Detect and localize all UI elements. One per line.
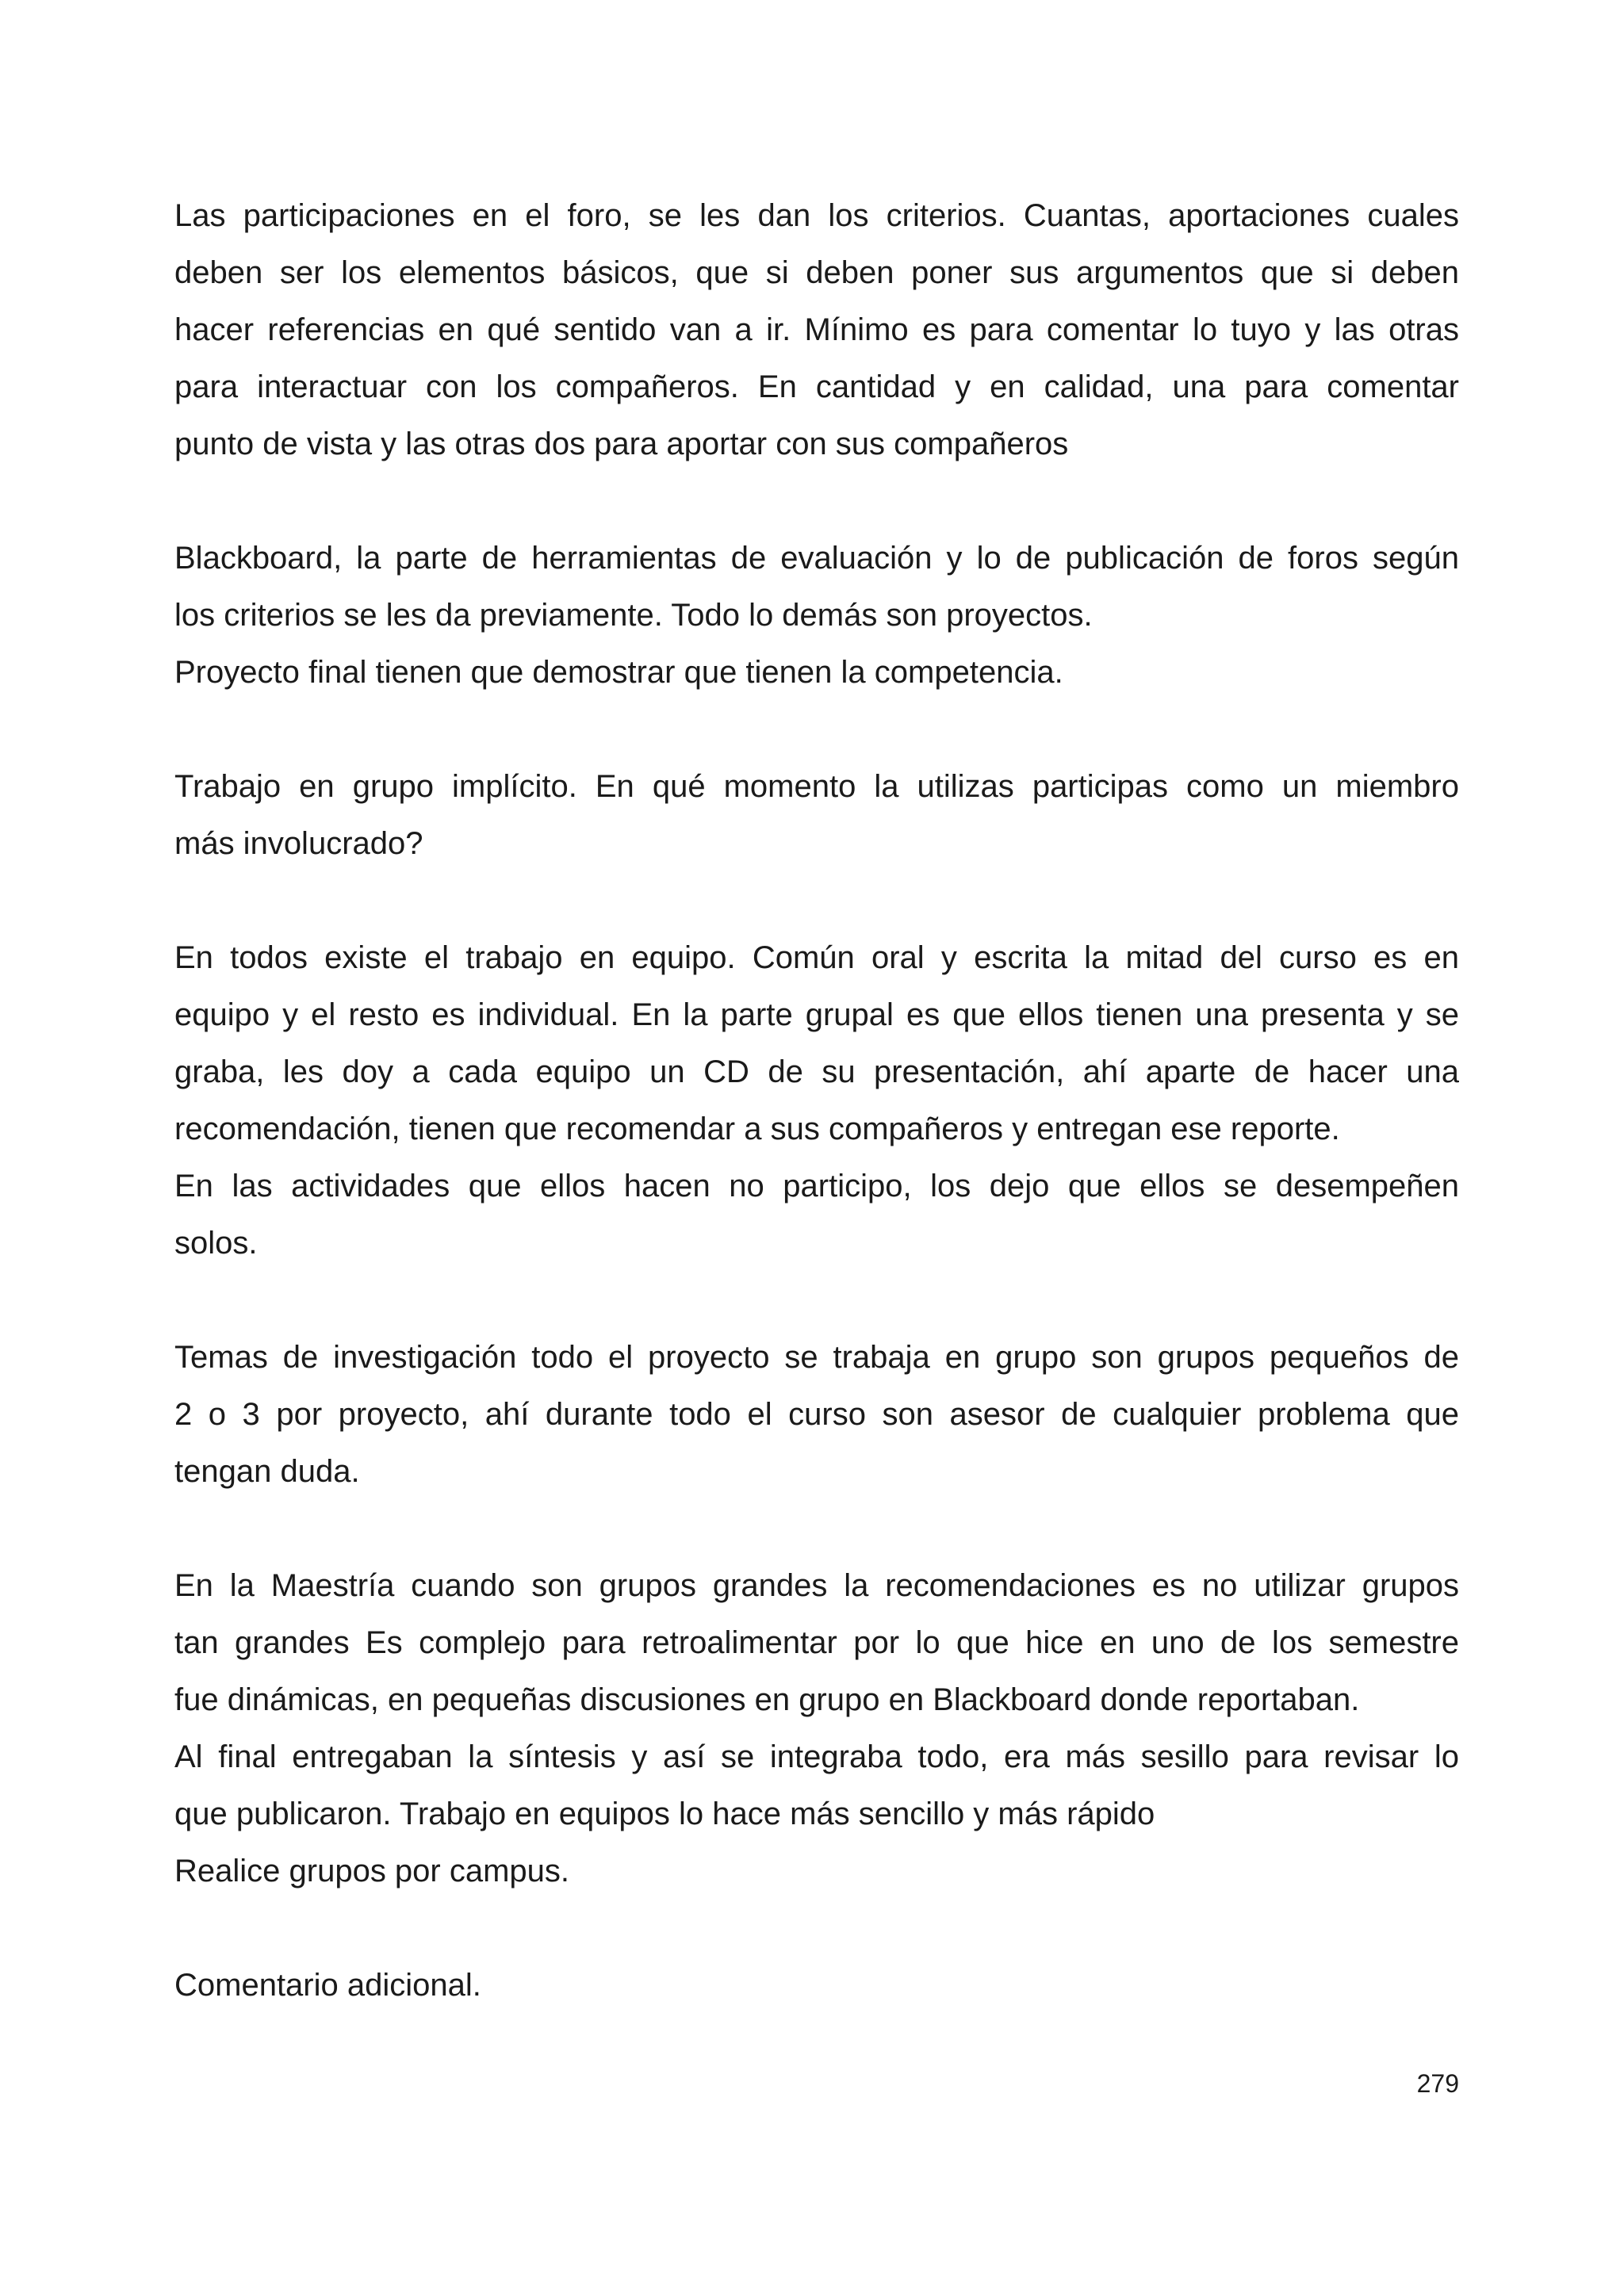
paragraph-1 — [174, 187, 1459, 473]
text-line: solos. — [174, 1226, 258, 1261]
text-line: En la Maestría cuando son grupos grandes la recomendaciones es no utilizar grupos — [174, 1568, 1459, 1603]
page-number: 279 — [1416, 2069, 1459, 2098]
text-line: Proyecto final tienen que demostrar que tienen la competencia. — [174, 655, 1063, 690]
paragraph-5 — [174, 1329, 1459, 1500]
text-line: más involucrado? — [174, 826, 423, 861]
text-line: equipo y el resto es individual. En la parte grupal es que ellos tienen una presenta y se — [174, 997, 1459, 1032]
document-body — [174, 187, 1459, 2071]
text-line: tengan duda. — [174, 1454, 360, 1489]
text-line: recomendación, tienen que recomendar a sus compañeros y entregan ese reporte. — [174, 1112, 1340, 1146]
text-line: En las actividades que ellos hacen no participo, los dejo que ellos se desempeñen — [174, 1169, 1459, 1203]
text-line: En todos existe el trabajo en equipo. Común oral y escrita la mitad del curso es en — [174, 940, 1459, 975]
text-line: fue dinámicas, en pequeñas discusiones en grupo en Blackboard donde reportaban. — [174, 1682, 1360, 1717]
text-line: Al final entregaban la síntesis y así se integraba todo, era más sesillo para revisar lo — [174, 1739, 1459, 1774]
text-line: Comentario adicional. — [174, 1968, 481, 2003]
text-line: Temas de investigación todo el proyecto se trabaja en grupo son grupos pequeños de — [174, 1340, 1459, 1375]
paragraph-2 — [174, 530, 1459, 701]
text-line: deben ser los elementos básicos, que si deben poner sus argumentos que si deben — [174, 255, 1459, 290]
text-line: Trabajo en grupo implícito. En qué momento la utilizas participas como un miembro — [174, 769, 1459, 804]
text-line: Blackboard, la parte de herramientas de evaluación y lo de publicación de foros según — [174, 541, 1459, 576]
text-line: Realice grupos por campus. — [174, 1854, 570, 1888]
paragraph-7 — [174, 1957, 1459, 2014]
text-line: para interactuar con los compañeros. En cantidad y en calidad, una para comentar — [174, 369, 1459, 404]
text-line: punto de vista y las otras dos para aportar con sus compañeros — [174, 427, 1069, 461]
text-line: tan grandes Es complejo para retroalimentar por lo que hice en uno de los semestre — [174, 1625, 1459, 1660]
text-line: los criterios se les da previamente. Todo lo demás son proyectos. — [174, 598, 1093, 633]
text-line: que publicaron. Trabajo en equipos lo hace más sencillo y más rápido — [174, 1797, 1155, 1831]
text-line: hacer referencias en qué sentido van a ir. Mínimo es para comentar lo tuyo y las otras — [174, 312, 1459, 347]
paragraph-3 — [174, 758, 1459, 872]
paragraph-6 — [174, 1557, 1459, 1900]
text-line: 2 o 3 por proyecto, ahí durante todo el curso son asesor de cualquier problema que — [174, 1397, 1459, 1432]
text-line: Las participaciones en el foro, se les dan los criterios. Cuantas, aportaciones cuales — [174, 198, 1459, 233]
paragraph-4 — [174, 929, 1459, 1272]
text-line: graba, les doy a cada equipo un CD de su presentación, ahí aparte de hacer una — [174, 1054, 1459, 1089]
